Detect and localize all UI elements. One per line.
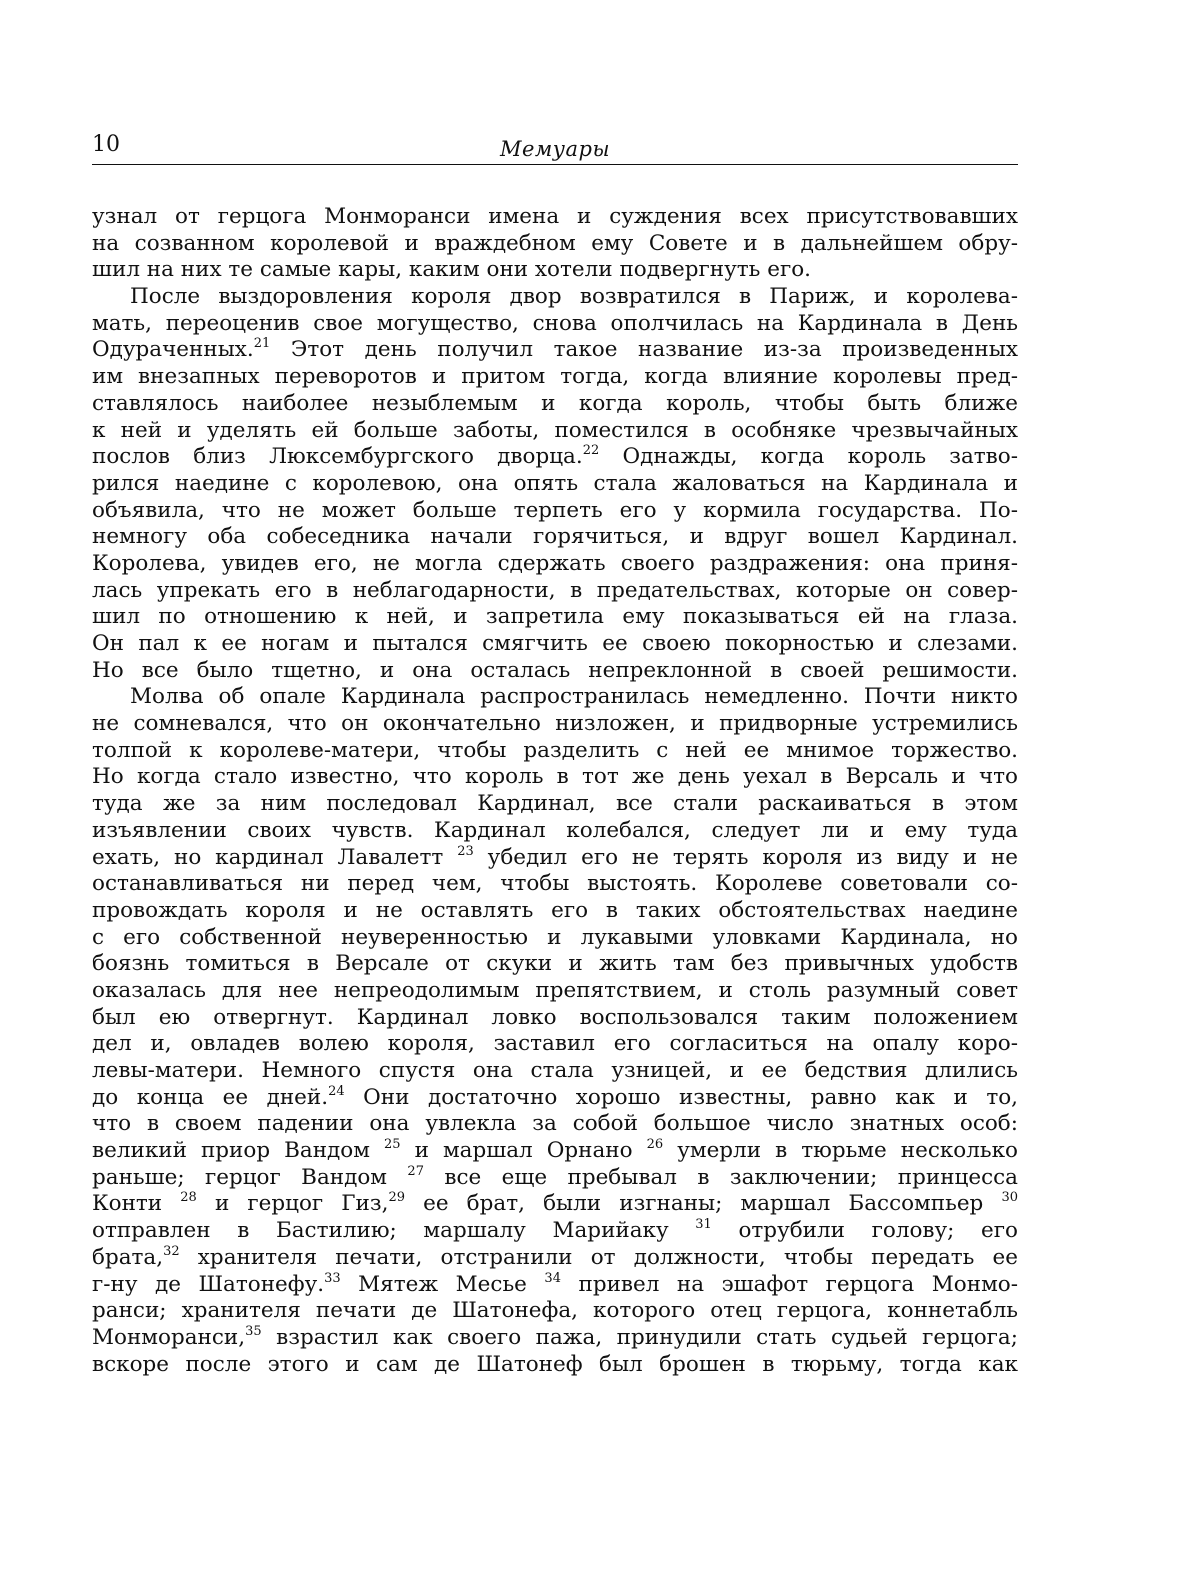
text-line — [92, 791, 1018, 818]
text-line — [92, 391, 1018, 418]
text-segment: великий приор Вандом — [92, 1138, 384, 1164]
text-segment: взрастил как своего пажа, принудили стать судьей герцога; — [261, 1324, 1018, 1350]
text-segment: левы-матери. Немного спустя она стала узницей, и ее бедствия длились — [92, 1058, 1018, 1083]
text-line — [92, 951, 1018, 978]
footnote-marker: 24 — [328, 1084, 345, 1099]
text-line — [92, 231, 1018, 258]
text-segment: Молва об опале Кардинала распространилась немедленно. Почти никто — [130, 684, 1018, 710]
text-line — [92, 604, 1018, 631]
footnote-marker: 23 — [457, 844, 474, 859]
text-segment: с его собственной неуверенностью и лукавыми уловками Кардинала, но — [92, 924, 1018, 950]
text-line — [92, 337, 1018, 364]
footnote-marker: 34 — [544, 1271, 561, 1286]
footnote-marker: 27 — [407, 1164, 424, 1179]
text-segment: был ею отвергнут. Кардинал ловко воспользовался таким положением — [92, 1004, 1018, 1030]
footnote-marker: 28 — [180, 1191, 197, 1206]
running-title: Мемуары — [499, 137, 611, 161]
text-line — [92, 444, 1018, 471]
text-segment: мать, переоценив свое могущество, снова ополчилась на Кардинала в День — [92, 310, 1018, 336]
text-line — [92, 764, 1018, 791]
text-line — [92, 1298, 1018, 1325]
text-line — [92, 1245, 1018, 1272]
text-segment: им внезапных переворотов и притом тогда, когда влияние королевы пред- — [92, 364, 1018, 390]
text-segment: Королева, увидев его, не могла сдержать своего раздражения: она приня- — [92, 550, 1018, 576]
text-segment: раньше; герцог Вандом — [92, 1164, 408, 1190]
text-line — [92, 658, 1018, 685]
footnote-marker: 26 — [646, 1138, 664, 1153]
text-line — [92, 1272, 1018, 1299]
text-segment: и маршал Орнано — [400, 1138, 647, 1164]
footnote-marker: 22 — [582, 444, 600, 459]
footnote-marker: 33 — [324, 1271, 341, 1286]
text-line — [92, 845, 1018, 872]
text-line — [92, 471, 1018, 498]
text-line — [92, 631, 1018, 658]
text-segment: оказалась для нее непреодолимым препятствием, и столь разумный совет — [92, 977, 1018, 1003]
text-segment: Конти — [92, 1191, 181, 1217]
text-segment: к ней и уделять ей больше заботы, поместился в особняке чрезвычайных — [92, 417, 1018, 443]
text-segment: шил по отношению к ней, и запретила ему показываться ей на глаза. — [92, 604, 1018, 630]
text-segment: не сомневался, что он окончательно низложен, и придворные устремились — [92, 711, 1018, 737]
text-segment: Но все было тщетно, и она осталась непреклонной в своей решимости. — [92, 657, 1018, 683]
text-segment: до конца ее дней. — [92, 1084, 329, 1110]
footnote-marker: 30 — [1001, 1191, 1018, 1206]
text-segment: туда же за ним последовал Кардинал, все стали раскаиваться в этом — [92, 791, 1018, 817]
text-line — [92, 738, 1018, 765]
text-segment: Они достаточно хорошо известны, равно как и то, — [344, 1084, 1018, 1110]
text-line — [92, 711, 1018, 738]
text-segment: ставлялось наиболее незыблемым и когда король, чтобы быть ближе — [92, 390, 1018, 416]
footnote-marker: 29 — [388, 1191, 405, 1206]
footnote-marker: 31 — [695, 1218, 712, 1233]
text-segment: г-ну де Шатонефу. — [92, 1271, 325, 1297]
text-segment: Мятеж Месье — [340, 1271, 545, 1297]
text-segment: узнал от герцога Монморанси имена и суждения всех присутствовавших — [92, 204, 1018, 229]
text-segment: ранси; хранителя печати де Шатонефа, которого отец герцога, коннетабль — [92, 1298, 1018, 1324]
text-segment: Но когда стало известно, что король в тот же день уехал в Версаль и что — [92, 764, 1018, 790]
text-line — [92, 1058, 1018, 1085]
text-line — [92, 311, 1018, 338]
page-header — [92, 132, 1018, 165]
text-line — [92, 551, 1018, 578]
text-segment: Монморанси, — [92, 1324, 246, 1350]
text-segment: все еще пребывал в заключении; принцесса — [423, 1164, 1018, 1190]
text-line — [92, 257, 1018, 284]
text-line — [92, 1191, 1018, 1218]
text-line — [92, 1111, 1018, 1138]
footnote-marker: 25 — [384, 1138, 401, 1153]
text-line — [92, 1138, 1018, 1165]
text-segment: умерли в тюрьме несколько — [663, 1138, 1018, 1164]
text-line — [92, 524, 1018, 551]
text-segment: рился наедине с королевою, она опять стала жаловаться на Кардинала и — [92, 470, 1018, 496]
text-segment: толпой к королеве-матери, чтобы разделить с ней ее мнимое торжество. — [92, 737, 1018, 763]
footnote-marker: 21 — [253, 337, 271, 352]
text-segment: отправлен в Бастилию; маршалу Марийаку — [92, 1218, 696, 1244]
text-line — [92, 1085, 1018, 1112]
text-segment: боязнь томиться в Версале от скуки и жить там без привычных удобств — [92, 951, 1018, 977]
text-line — [92, 418, 1018, 445]
text-segment: хранителя печати, отстранили от должности, чтобы передать ее — [179, 1244, 1018, 1270]
text-line — [92, 498, 1018, 525]
page-number: 10 — [92, 132, 120, 157]
text-segment: Одураченных. — [92, 337, 254, 363]
text-segment: Однажды, когда король затво- — [599, 444, 1018, 470]
text-line — [92, 871, 1018, 898]
text-segment: изъявлении своих чувств. Кардинал колебался, следует ли и ему туда — [92, 817, 1018, 843]
body-text — [92, 204, 1018, 1378]
text-segment: привел на эшафот герцога Монмо- — [560, 1271, 1018, 1297]
text-segment: останавливаться ни перед чем, чтобы выстоять. Королеве советовали со- — [92, 871, 1018, 897]
text-line — [92, 578, 1018, 605]
text-segment: провождать короля и не оставлять его в таких обстоятельствах наедине — [92, 897, 1018, 923]
text-line — [92, 818, 1018, 845]
text-segment: Этот день получил такое название из-за произведенных — [270, 337, 1018, 363]
text-segment: и герцог Гиз, — [196, 1191, 389, 1217]
text-segment: брата, — [92, 1244, 164, 1270]
text-segment: После выздоровления короля двор возвратился в Париж, и королева- — [130, 284, 1018, 310]
text-segment: вскоре после этого и сам де Шатонеф был брошен в тюрьму, тогда как — [92, 1351, 1018, 1377]
text-line — [92, 364, 1018, 391]
text-segment: что в своем падении она увлекла за собой большое число знатных особ: — [92, 1111, 1018, 1137]
text-line — [92, 898, 1018, 925]
text-segment: дел и, овладев волею короля, заставил его согласиться на опалу коро- — [92, 1031, 1018, 1057]
text-line — [92, 978, 1018, 1005]
text-line — [92, 1325, 1018, 1352]
text-segment: немногу оба собеседника начали горячиться, и вдруг вошел Кардинал. — [92, 524, 1018, 550]
text-line — [92, 684, 1018, 711]
text-line — [92, 1031, 1018, 1058]
footnote-marker: 32 — [163, 1244, 180, 1259]
text-segment: объявила, что не может больше терпеть его у кормила государства. По- — [92, 497, 1018, 523]
text-line — [92, 925, 1018, 952]
text-line — [92, 204, 1018, 231]
text-line — [92, 1352, 1018, 1379]
text-line — [92, 1218, 1018, 1245]
text-line — [92, 284, 1018, 311]
text-line — [92, 1165, 1018, 1192]
text-segment: послов близ Люксембургского дворца. — [92, 444, 583, 470]
footnote-marker: 35 — [245, 1324, 262, 1339]
text-segment: ее брат, были изгнаны; маршал Бассомпьер — [404, 1191, 1002, 1217]
text-segment: на созванном королевой и враждебном ему Совете и в дальнейшем обру- — [92, 230, 1018, 256]
text-segment: Он пал к ее ногам и пытался смягчить ее своею покорностью и слезами. — [92, 631, 1018, 656]
text-segment: убедил его не терять короля из виду и не — [473, 844, 1018, 870]
text-line — [92, 1005, 1018, 1032]
text-segment: ехать, но кардинал Лавалетт — [92, 844, 458, 870]
text-segment: лась упрекать его в неблагодарности, в предательствах, которые он совер- — [92, 577, 1018, 603]
text-segment: отрубили голову; его — [711, 1218, 1018, 1244]
text-segment: шил на них те самые кары, каким они хотели подвергнуть его. — [92, 257, 811, 283]
